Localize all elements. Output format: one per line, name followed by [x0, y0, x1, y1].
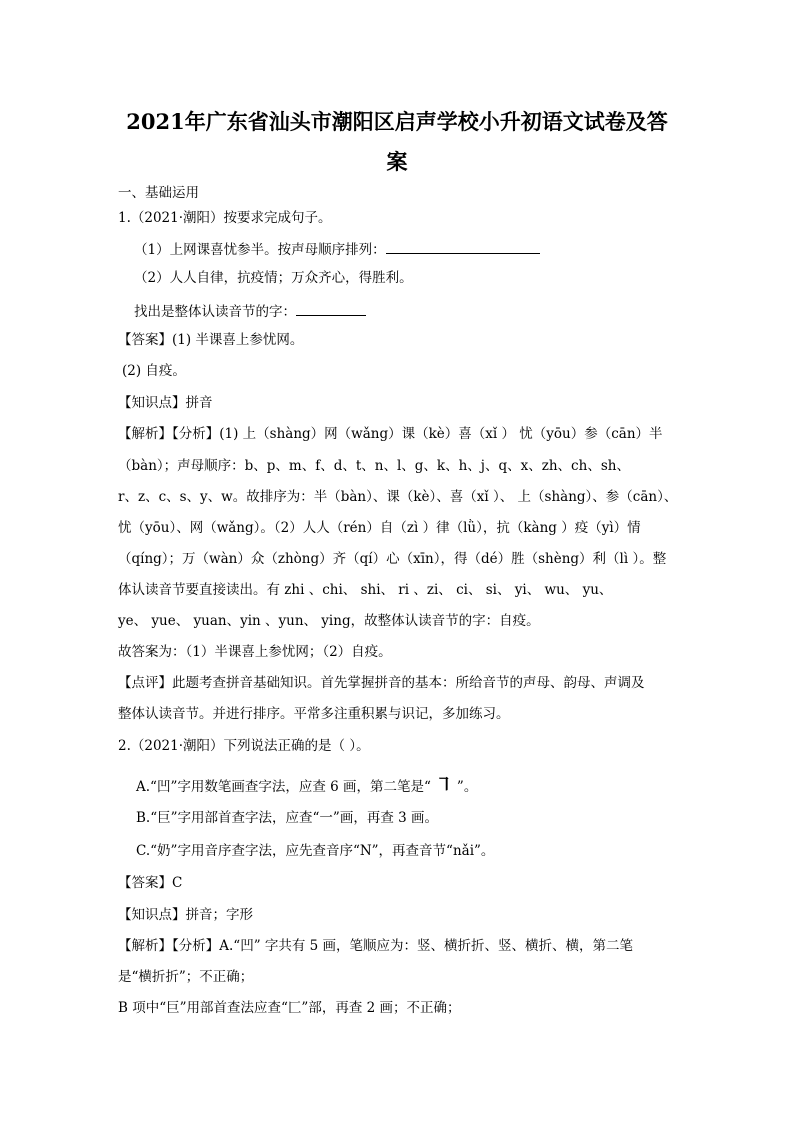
q1-sub1-text: （1）上网课喜忧参半。按声母顺序排列：	[134, 242, 386, 258]
q2-analysis-line: B 项中“巨”用部首查法应查“匚”部，再查 2 画；不正确；	[118, 1000, 461, 1016]
q2-stem: 2.（2021·潮阳）下列说法正确的是（ ）。	[118, 738, 370, 754]
q1-comment-line: 整体认读音节。并进行排序。平常多注重积累与识记，多加练习。	[118, 706, 510, 722]
q1-comment-line: 【点评】此题考查拼音基础知识。首先掌握拼音的基本：所给音节的声母、韵母、声调及	[118, 675, 645, 691]
q2-option-a-text: A.“凹”字用数笔画查字法，应查 6 画，第二笔是“	[136, 779, 431, 795]
q2-answer: 【答案】C	[118, 875, 183, 891]
q1-stem: 1.（2021·潮阳）按要求完成句子。	[118, 210, 332, 226]
stroke-glyph: ㇕	[434, 775, 453, 796]
q1-sub1	[134, 239, 540, 259]
q2-option-a-end: ”。	[456, 779, 478, 795]
q2-analysis-line: 是“横折折”；不正确；	[118, 969, 254, 985]
q1-analysis-line: （qíng）；万（wàn）众（zhòng）齐（qí）心（xīn），得（dé）胜（shèng）利（lì ）。整	[118, 551, 667, 567]
q2-knowledge: 【知识点】拼音；字形	[118, 907, 253, 923]
q1-sub2: （2）人人自律，抗疫情；万众齐心，得胜利。	[134, 270, 413, 286]
answer-blank	[296, 301, 366, 316]
section-heading: 一、基础运用	[118, 185, 199, 201]
q1-analysis-line: 【解析】【分析】(1) 上（shàng）网（wǎng）课（kè）喜（xǐ ） 忧（yōu）参（cān）半	[118, 426, 663, 442]
q1-analysis-line: ye、 yue、 yuan、yin 、yun、 ying，故整体认读音节的字：自疫。	[118, 613, 540, 629]
q1-answer-2: (2) 自疫。	[122, 363, 186, 379]
q1-analysis-line: 体认读音节要直接读出。有 zhi 、chi、 shi、 ri 、zi、 ci、 si、 yi、 wu、 yu、	[118, 582, 613, 598]
q2-analysis-line: 【解析】【分析】A.“凹” 字共有 5 画，笔顺应为：竖、横折折、竖、横折、横，第二笔	[118, 938, 634, 954]
q1-knowledge: 【知识点】拼音	[118, 395, 213, 411]
q1-sub2b	[134, 301, 366, 321]
answer-blank	[386, 239, 540, 254]
q1-analysis-line: （bàn）；声母顺序：b、p、m、f、d、t、n、l、g、k、h、j、q、x、zh、ch、sh、	[118, 458, 630, 474]
q2-option-c: C.“奶”字用音序查字法，应先查音序“N”，再查音节“nǎi”。	[136, 843, 495, 859]
q2-option-a	[136, 777, 477, 796]
q1-analysis-line: 忧（yōu）、网（wǎng）。（2）人人（rén）自（zì ）律（lǜ），抗（kàng ）疫（yì）情	[118, 520, 641, 536]
document-title-cont: 案	[386, 149, 408, 174]
q1-answer: 【答案】(1) 半课喜上参忧网。	[118, 332, 304, 348]
document-title: 2021年广东省汕头市潮阳区启声学校小升初语文试卷及答	[126, 109, 668, 134]
q1-final-answer: 故答案为：（1）半课喜上参忧网；（2）自疫。	[118, 644, 392, 660]
q2-option-b: B.“巨”字用部首查字法，应查“一”画，再查 3 画。	[136, 810, 438, 826]
q1-analysis-line: r、z、c、s、y、w。故排序为：半（bàn）、课（kè）、喜（xǐ ）、 上（shàng）、参（cān）、	[118, 489, 678, 505]
q1-sub2b-text: 找出是整体认读音节的字：	[134, 304, 296, 320]
